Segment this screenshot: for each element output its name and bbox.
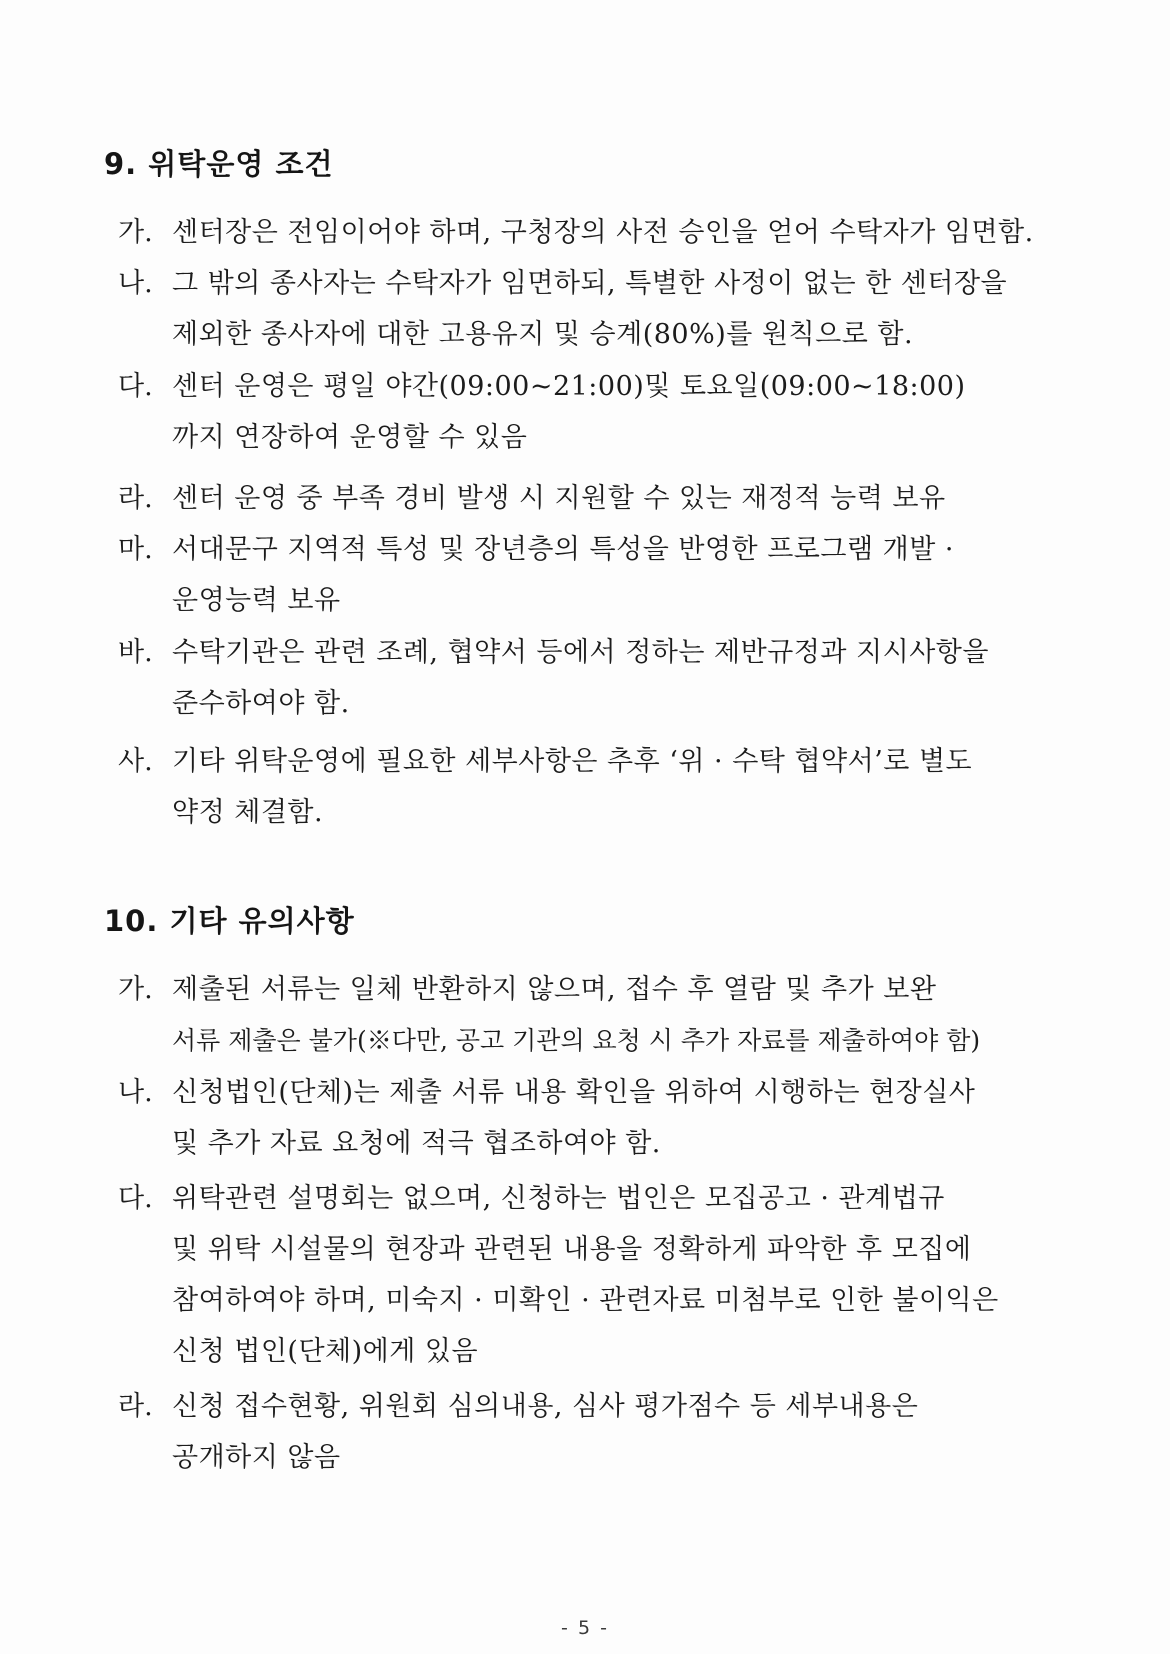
- list-item: [118, 258, 1118, 360]
- item-marker: 바.: [118, 637, 153, 668]
- list-item: [118, 207, 1118, 258]
- item-text-line: 제출된 서류는 일체 반환하지 않으며, 접수 후 열람 및 추가 보완: [172, 974, 937, 1005]
- list-item: [118, 736, 1118, 838]
- item-text-line: 약정 체결함.: [172, 797, 324, 828]
- item-text-line: 수탁기관은 관련 조례, 협약서 등에서 정하는 제반규정과 지시사항을: [172, 637, 989, 668]
- item-text-line: 서류 제출은 불가(※다만, 공고 기관의 요청 시 추가 자료를 제출하여야 함): [172, 1026, 981, 1055]
- item-text-line: 그 밖의 종사자는 수탁자가 임면하되, 특별한 사정이 없는 한 센터장을: [172, 268, 1008, 299]
- item-marker: 다.: [118, 1183, 153, 1214]
- item-marker: 나.: [118, 268, 153, 299]
- item-text-line: 신청 접수현황, 위원회 심의내용, 심사 평가점수 등 세부내용은: [172, 1391, 919, 1422]
- item-marker: 마.: [118, 534, 153, 565]
- item-text-line: 서대문구 지역적 특성 및 장년층의 특성을 반영한 프로그램 개발 ·: [172, 534, 954, 565]
- list-item: [118, 361, 1118, 463]
- list-item: [118, 1067, 1118, 1169]
- item-text-line: 기타 위탁운영에 필요한 세부사항은 추후 ‘위 · 수탁 협약서’로 별도: [172, 746, 973, 777]
- list-item: [118, 524, 1118, 626]
- item-text-line: 위탁관련 설명회는 없으며, 신청하는 법인은 모집공고 · 관계법규: [172, 1183, 945, 1214]
- item-marker: 라.: [118, 1391, 153, 1422]
- item-text-line: 센터 운영은 평일 야간(09:00~21:00)및 토요일(09:00~18:00): [172, 371, 966, 402]
- item-text-line: 신청법인(단체)는 제출 서류 내용 확인을 위하여 시행하는 현장실사: [172, 1077, 976, 1108]
- item-text-line: 센터장은 전임이어야 하며, 구청장의 사전 승인을 얻어 수탁자가 임면함.: [172, 217, 1034, 248]
- list-item: [118, 627, 1118, 729]
- page-number: - 5 -: [561, 1617, 609, 1639]
- item-marker: 가.: [118, 974, 153, 1005]
- list-item: [118, 1381, 1118, 1483]
- list-item: [118, 473, 1118, 524]
- item-text-line: 운영능력 보유: [172, 585, 341, 616]
- item-text-line: 준수하여야 함.: [172, 688, 350, 719]
- item-text-line: 신청 법인(단체)에게 있음: [172, 1336, 479, 1367]
- item-text-line: 공개하지 않음: [172, 1442, 341, 1473]
- item-text-line: 센터 운영 중 부족 경비 발생 시 지원할 수 있는 재정적 능력 보유: [172, 483, 946, 514]
- item-marker: 나.: [118, 1077, 153, 1108]
- item-text-line: 참여하여야 하며, 미숙지 · 미확인 · 관련자료 미첨부로 인한 불이익은: [172, 1285, 999, 1316]
- section-title-10: 10. 기타 유의사항: [104, 904, 355, 938]
- item-marker: 사.: [118, 746, 153, 777]
- item-marker: 라.: [118, 483, 153, 514]
- list-item: [118, 964, 1118, 1066]
- item-text-line: 및 위탁 시설물의 현장과 관련된 내용을 정확하게 파악한 후 모집에: [172, 1234, 972, 1265]
- item-text-line: 제외한 종사자에 대한 고용유지 및 승계(80%)를 원칙으로 함.: [172, 319, 914, 350]
- item-text-line: 까지 연장하여 운영할 수 있음: [172, 422, 528, 453]
- item-marker: 다.: [118, 371, 153, 402]
- item-marker: 가.: [118, 217, 153, 248]
- list-item: [118, 1173, 1118, 1377]
- section-title-9: 9. 위탁운영 조건: [104, 147, 334, 181]
- item-text-line: 및 추가 자료 요청에 적극 협조하여야 함.: [172, 1128, 661, 1159]
